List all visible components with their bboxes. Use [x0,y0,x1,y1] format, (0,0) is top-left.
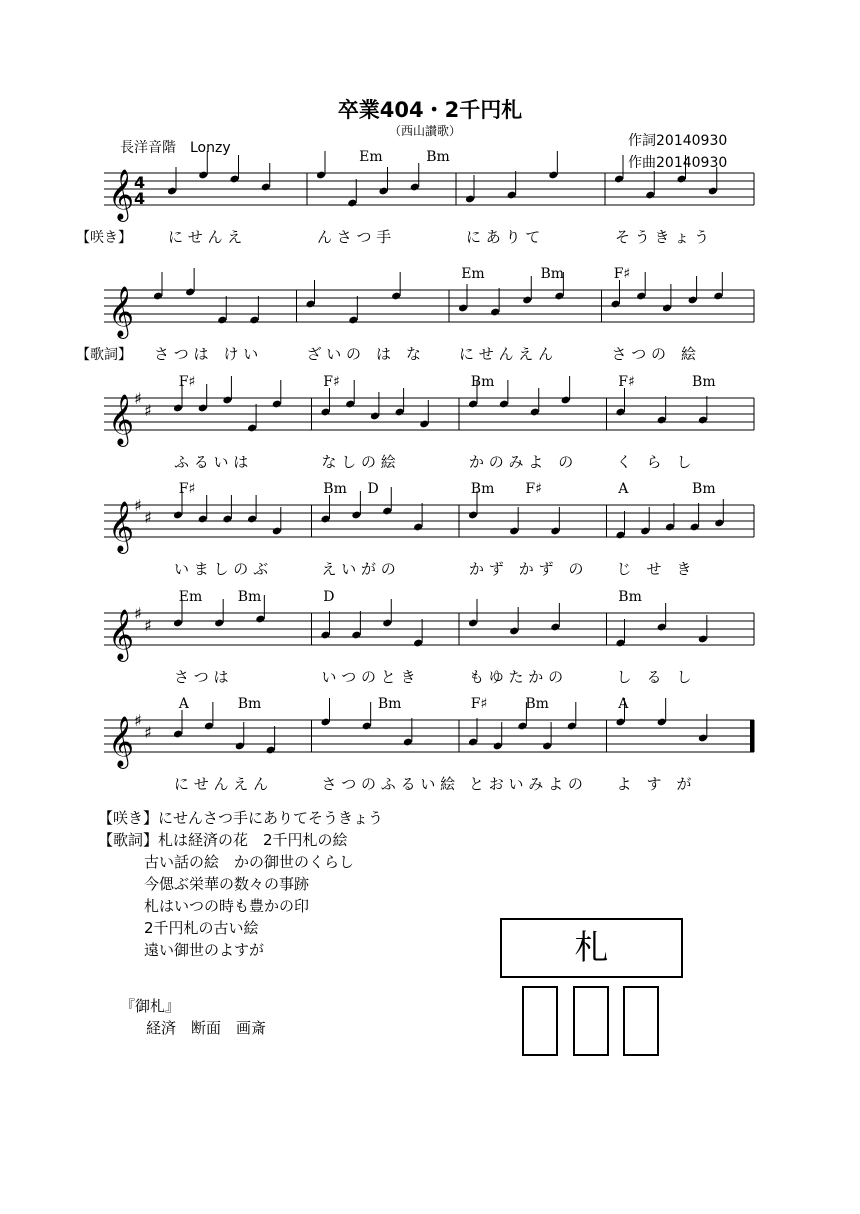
treble-clef: 𝄞 [108,501,135,552]
goshou-block [120,995,266,1039]
chord-symbol: Bm [470,374,495,390]
chord-symbol: Em [178,589,203,605]
ticket-slot [573,986,609,1056]
key-sharp: ♯ [134,496,142,515]
chord-symbol: A [618,481,629,497]
time-sig-top: 4 [134,173,146,192]
chord-symbol: F♯ [323,374,340,390]
chord-symbol: F♯ [178,481,196,497]
chord-symbol: F♯ [178,374,196,390]
lyric-text: え い が の [321,560,396,578]
lyric-text: い つ の と き [321,668,416,686]
lyric-text: さ つ は [174,668,229,686]
lyric-text: ざ い の は な [306,345,422,363]
key-sharp: ♯ [144,508,152,527]
chord-symbol: Bm [377,696,402,712]
chord-symbol: Bm [237,589,262,605]
chord-symbol: Bm [692,374,716,390]
chord-symbol: Bm [237,696,262,712]
lyrics-line: 古い話の絵 かの御世のくらし [144,853,355,871]
final-barline [750,720,754,752]
lyric-text: も ゆ た か の [469,668,564,686]
lyrics-line: 2千円札の古い絵 [144,919,259,937]
treble-clef: 𝄞 [108,609,135,660]
lyric-text: に せ ん え [168,228,243,246]
goshou-line: 経済 断面 画斎 [146,1019,267,1037]
chord-symbol: Bm [618,589,642,605]
chord-symbol: D [367,481,379,497]
chord-symbol: A [618,696,629,712]
treble-clef: 𝄞 [108,716,135,767]
lyric-tag: 【咲き】 [76,230,132,246]
chord-symbol: F♯ [470,696,488,712]
lyric-text: し る し [616,668,692,686]
lyric-tag: 【歌詞】 [76,347,132,363]
lyricist-date: 作詞20140930 [628,133,728,149]
lyric-text: そ う き ょ う [615,228,710,246]
lyric-text: よ す が [616,775,692,793]
key-sharp: ♯ [144,616,152,635]
lyric-text: に あ り て [466,228,541,246]
scale-label: 長洋音階 Lonzy [120,140,231,156]
treble-clef: 𝄞 [108,286,135,337]
treble-clef: 𝄞 [108,394,135,445]
lyric-text: か の み よ の [469,453,574,471]
lyric-text: さ つ の 絵 [611,345,697,363]
chord-symbol: Bm [426,149,450,165]
lyric-text: く ら し [616,453,692,471]
lyric-text: い ま し の ぶ [174,560,269,578]
key-sharp: ♯ [144,723,152,742]
page-title: 卒業404・2千円札 [337,98,523,122]
chord-symbol: Bm [540,266,565,282]
chord-symbol: Em [461,266,485,282]
lyric-text: ん さ つ 手 [317,228,392,246]
page-subtitle: （西山讃歌） [388,124,461,138]
key-sharp: ♯ [134,711,142,730]
treble-clef: 𝄞 [108,169,135,220]
chord-symbol: F♯ [613,266,631,282]
chord-symbol: F♯ [618,374,635,390]
lyric-text: と お い み よ の [469,775,583,793]
lyrics-line: 遠い御世のよすが [144,941,265,959]
chord-symbol: F♯ [525,481,542,497]
lyric-text: さ つ の ふ る い 絵 [321,775,456,793]
key-sharp: ♯ [144,401,152,420]
chord-symbol: Bm [323,481,347,497]
lyrics-line: 札はいつの時も豊かの印 [144,897,310,915]
time-sig-bottom: 4 [134,189,146,208]
lyrics-line: 今偲ぶ栄華の数々の事跡 [144,875,310,893]
goshou-heading: 『御札』 [120,997,181,1015]
lyrics-line: 【歌詞】札は経済の花 2千円札の絵 [98,831,348,849]
ticket-box: 札 [500,918,683,978]
lyrics-text [98,807,383,961]
chord-symbol: Bm [692,481,716,497]
chord-symbol: Bm [470,481,495,497]
ticket-slot [623,986,659,1056]
lyric-text: に せ ん え ん [459,345,554,363]
chord-symbol: Em [359,149,383,165]
lyric-text: さ つ は け い [154,345,259,363]
ticket-slot [522,986,558,1056]
key-sharp: ♯ [134,389,142,408]
lyric-text: に せ ん え ん [174,775,269,793]
chord-symbol: A [178,696,189,712]
lyric-text: な し の 絵 [321,453,396,471]
composer-date: 作曲20140930 [628,155,728,171]
lyric-text: じ せ き [616,560,692,578]
lyric-text: か ず か ず の [469,560,584,578]
key-sharp: ♯ [134,604,142,623]
lyric-text: ふ る い は [174,453,249,471]
chord-symbol: D [323,589,335,605]
chord-symbol: Bm [525,696,549,712]
lyrics-line: 【咲き】にせんさつ手にありてそうきょう [98,809,384,827]
